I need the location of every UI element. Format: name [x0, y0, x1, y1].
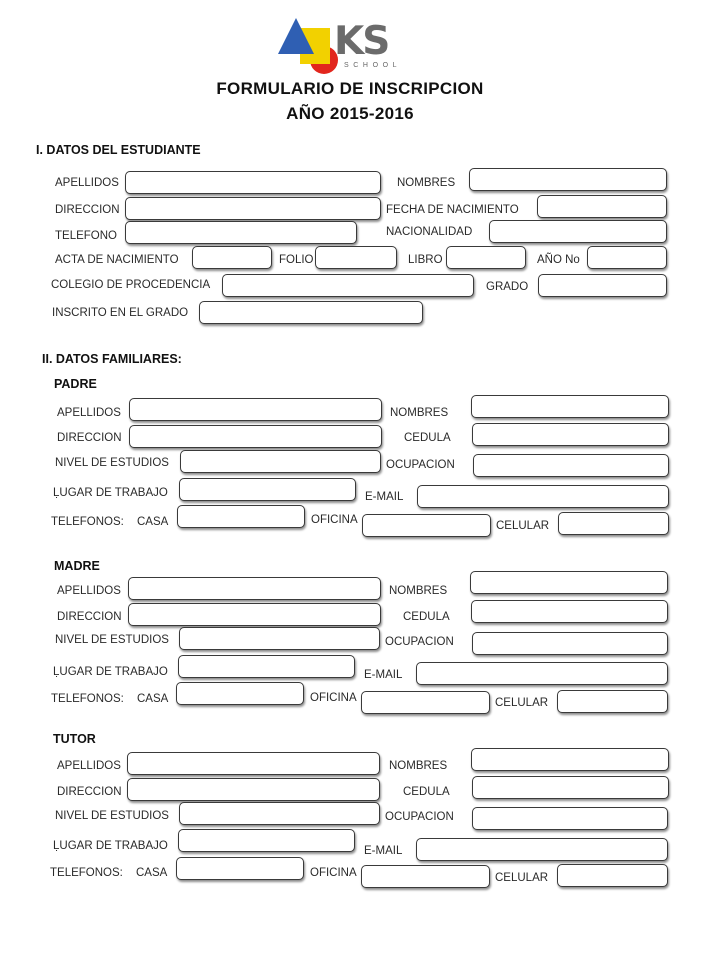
label-anio-no: AÑO No	[537, 254, 580, 266]
section-student-heading: I. DATOS DEL ESTUDIANTE	[36, 143, 201, 157]
madre-label-nivel: NIVEL DE ESTUDIOS	[55, 634, 169, 646]
madre-label-direccion: DIRECCION	[57, 611, 122, 623]
tutor-cedula-field[interactable]	[472, 776, 669, 799]
tutor-label-email: E-MAIL	[364, 845, 403, 857]
madre-label-oficina: OFICINA	[310, 692, 357, 704]
tutor-label-cedula: CEDULA	[403, 786, 450, 798]
madre-heading: MADRE	[54, 559, 100, 573]
tutor-lugar-field[interactable]	[178, 829, 355, 852]
logo-subtitle: SCHOOL	[344, 62, 402, 69]
form-year: AÑO 2015-2016	[286, 104, 414, 123]
madre-label-ocupacion: OCUPACION	[385, 636, 454, 648]
padre-label-casa: CASA	[137, 516, 169, 528]
padre-email-field[interactable]	[417, 485, 669, 508]
padre-oficina-field[interactable]	[362, 514, 491, 537]
form-title: FORMULARIO DE INSCRIPCION	[216, 79, 484, 98]
padre-label-email: E-MAIL	[365, 491, 404, 503]
tutor-ocupacion-field[interactable]	[472, 807, 668, 830]
padre-ocupacion-field[interactable]	[473, 454, 669, 477]
madre-nivel-field[interactable]	[179, 627, 380, 650]
madre-celular-field[interactable]	[557, 690, 668, 713]
madre-label-cedula: CEDULA	[403, 611, 450, 623]
tutor-label-nombres: NOMBRES	[389, 760, 448, 772]
tutor-nombres-field[interactable]	[471, 748, 669, 771]
padre-label-ocupacion: OCUPACION	[386, 459, 455, 471]
label-libro: LIBRO	[408, 254, 443, 266]
label-fecha-nacimiento: FECHA DE NACIMIENTO	[386, 204, 519, 216]
madre-oficina-field[interactable]	[361, 691, 490, 714]
tutor-celular-field[interactable]	[557, 864, 668, 887]
madre-label-apellidos: APELLIDOS	[57, 585, 121, 597]
madre-label-celular: CELULAR	[495, 697, 549, 709]
tutor-label-nivel: NIVEL DE ESTUDIOS	[55, 810, 169, 822]
section-family-heading: II. DATOS FAMILIARES:	[42, 352, 182, 366]
label-telefono: TELEFONO	[55, 230, 117, 242]
tutor-label-telefonos: TELEFONOS:	[50, 867, 123, 879]
padre-label-nivel: NIVEL DE ESTUDIOS	[55, 457, 169, 469]
student-inscrito-field[interactable]	[199, 301, 423, 324]
tutor-apellidos-field[interactable]	[127, 752, 380, 775]
tutor-label-direccion: DIRECCION	[57, 786, 122, 798]
student-acta-field[interactable]	[192, 246, 272, 269]
tutor-email-field[interactable]	[416, 838, 668, 861]
madre-label-lugar: ḶUGAR DE TRABAJO	[53, 666, 168, 678]
madre-cedula-field[interactable]	[471, 600, 668, 623]
label-grado: GRADO	[486, 281, 529, 293]
label-inscrito: INSCRITO EN EL GRADO	[52, 307, 189, 319]
tutor-label-ocupacion: OCUPACION	[385, 811, 454, 823]
logo-shapes-icon	[278, 14, 340, 76]
madre-label-email: E-MAIL	[364, 669, 403, 681]
student-telefono-field[interactable]	[125, 221, 357, 244]
padre-direccion-field[interactable]	[129, 425, 382, 448]
label-direccion: DIRECCION	[55, 204, 120, 216]
padre-casa-field[interactable]	[177, 505, 305, 528]
padre-label-oficina: OFICINA	[311, 514, 358, 526]
tutor-direccion-field[interactable]	[127, 778, 380, 801]
tutor-label-apellidos: APELLIDOS	[57, 760, 121, 772]
padre-label-cedula: CEDULA	[404, 432, 451, 444]
padre-lugar-field[interactable]	[179, 478, 356, 501]
student-fecha-nacimiento-field[interactable]	[537, 195, 667, 218]
padre-celular-field[interactable]	[558, 512, 669, 535]
label-nacionalidad: NACIONALIDAD	[386, 226, 473, 238]
label-acta: ACTA DE NACIMIENTO	[55, 254, 179, 266]
tutor-heading: TUTOR	[53, 732, 96, 746]
madre-ocupacion-field[interactable]	[472, 632, 668, 655]
padre-nivel-field[interactable]	[180, 450, 381, 473]
padre-nombres-field[interactable]	[471, 395, 669, 418]
student-libro-field[interactable]	[446, 246, 526, 269]
tutor-nivel-field[interactable]	[179, 802, 380, 825]
padre-label-direccion: DIRECCION	[57, 432, 122, 444]
student-direccion-field[interactable]	[125, 197, 381, 220]
label-colegio: COLEGIO DE PROCEDENCIA	[51, 279, 211, 291]
tutor-label-oficina: OFICINA	[310, 867, 357, 879]
madre-label-nombres: NOMBRES	[389, 585, 448, 597]
madre-direccion-field[interactable]	[128, 603, 381, 626]
madre-casa-field[interactable]	[176, 682, 304, 705]
student-colegio-field[interactable]	[222, 274, 474, 297]
padre-label-nombres: NOMBRES	[390, 407, 449, 419]
label-nombres: NOMBRES	[397, 177, 456, 189]
student-grado-field[interactable]	[538, 274, 667, 297]
student-anio-no-field[interactable]	[587, 246, 667, 269]
padre-label-apellidos: APELLIDOS	[57, 407, 121, 419]
label-folio: FOLIO	[279, 254, 314, 266]
madre-apellidos-field[interactable]	[128, 577, 381, 600]
tutor-oficina-field[interactable]	[361, 865, 490, 888]
label-apellidos: APELLIDOS	[55, 177, 119, 189]
logo-brand: KS	[334, 19, 389, 64]
madre-lugar-field[interactable]	[178, 655, 355, 678]
student-nombres-field[interactable]	[469, 168, 667, 191]
madre-nombres-field[interactable]	[470, 571, 668, 594]
padre-label-telefonos: TELEFONOS:	[51, 516, 124, 528]
tutor-casa-field[interactable]	[176, 857, 304, 880]
student-apellidos-field[interactable]	[125, 171, 381, 194]
tutor-label-lugar: ḶUGAR DE TRABAJO	[53, 840, 168, 852]
student-nacionalidad-field[interactable]	[489, 220, 667, 243]
padre-label-celular: CELULAR	[496, 520, 550, 532]
padre-heading: PADRE	[54, 377, 97, 391]
madre-email-field[interactable]	[416, 662, 668, 685]
tutor-label-casa: CASA	[136, 867, 168, 879]
tutor-label-celular: CELULAR	[495, 872, 549, 884]
madre-label-telefonos: TELEFONOS:	[51, 693, 124, 705]
padre-cedula-field[interactable]	[472, 423, 669, 446]
padre-label-lugar: ḶUGAR DE TRABAJO	[53, 487, 168, 499]
student-folio-field[interactable]	[315, 246, 397, 269]
padre-apellidos-field[interactable]	[129, 398, 382, 421]
ks-school-logo	[278, 14, 408, 80]
madre-label-casa: CASA	[137, 693, 169, 705]
